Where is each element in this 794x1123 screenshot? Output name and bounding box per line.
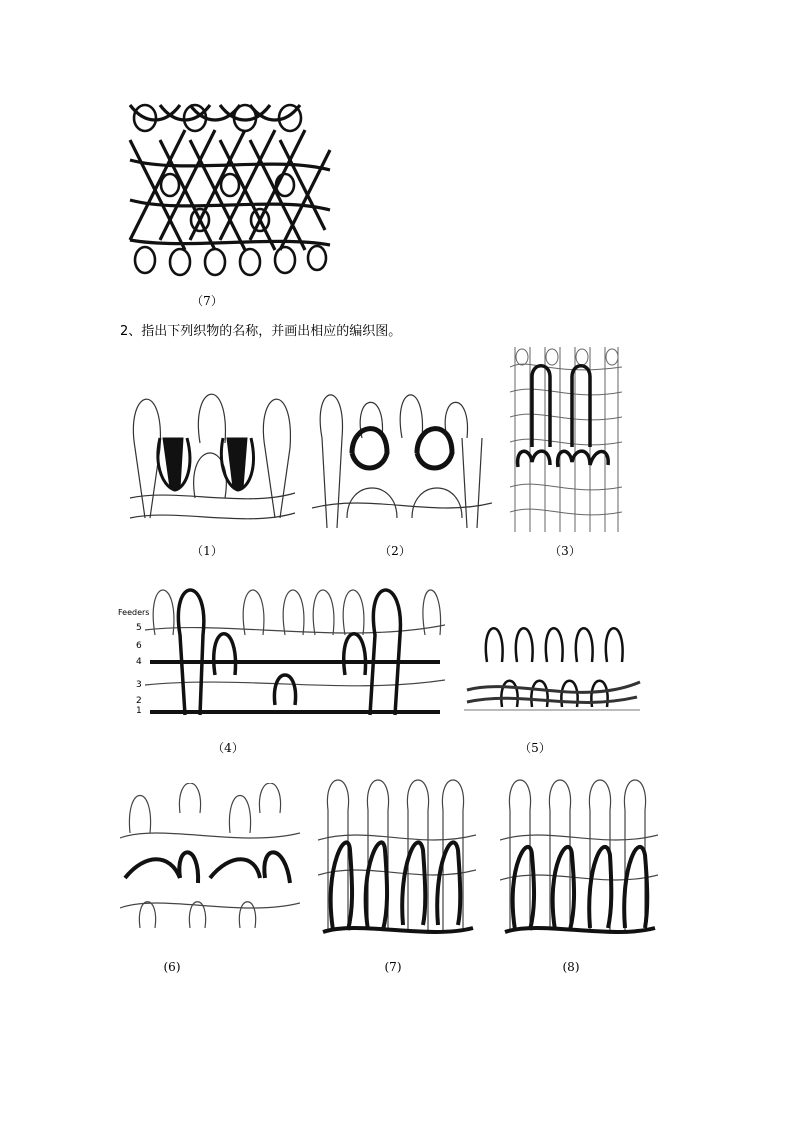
figure-top-dark-loop-mesh — [125, 100, 335, 278]
figure-1-tuck-stitch — [125, 378, 300, 533]
figure-7-rib-tuck — [318, 770, 476, 938]
figure-3-vertical-stripe — [510, 347, 622, 532]
feeder-number: 4 — [136, 657, 142, 667]
feeder-number: 1 — [136, 706, 142, 716]
figure-8-rib-tuck-alt — [500, 770, 658, 938]
question-heading: 2、指出下列织物的名称，并画出相应的编织图。 — [120, 324, 402, 339]
feeder-number: 5 — [136, 623, 142, 633]
figure-2-float-loop — [312, 378, 492, 533]
caption-6: (6) — [163, 960, 181, 974]
caption-2: （2） — [379, 544, 411, 558]
feeders-label: Feeders — [118, 608, 150, 617]
figure-6-tuck-knit — [120, 783, 300, 933]
feeder-number: 6 — [136, 641, 142, 651]
caption-8: (8) — [562, 960, 580, 974]
caption-1: （1） — [191, 544, 223, 558]
figure-5-laid-in-yarn — [462, 612, 642, 722]
figure-4-multifeeder-structure — [145, 575, 445, 720]
caption-top-7: （7） — [191, 294, 223, 308]
caption-3: （3） — [549, 544, 581, 558]
caption-7: (7) — [384, 960, 402, 974]
caption-5: （5） — [519, 741, 551, 755]
feeder-number: 2 — [136, 696, 142, 706]
feeder-number: 3 — [136, 680, 142, 690]
caption-4: （4） — [212, 741, 244, 755]
